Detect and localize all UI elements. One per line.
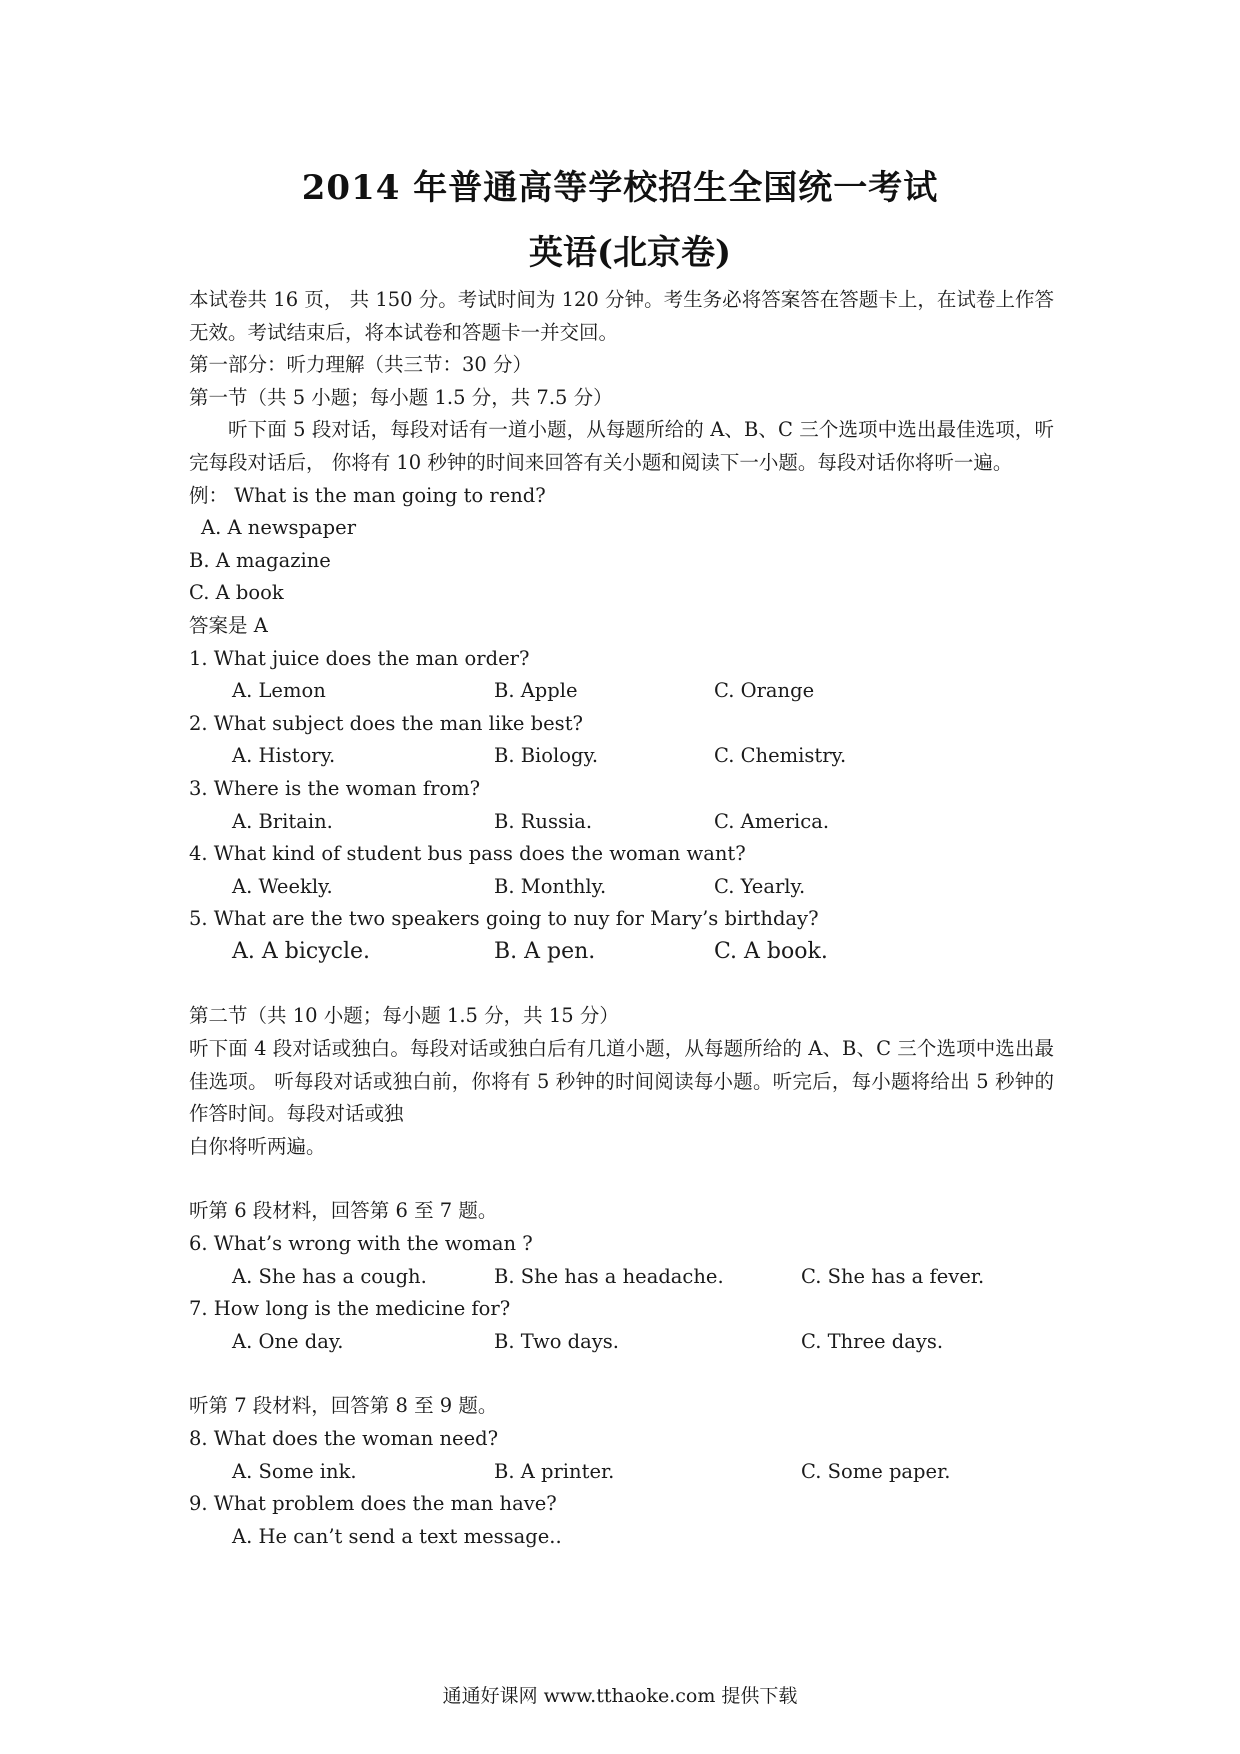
section1-instructions: 听下面 5 段对话，每段对话有一道小题，从每题所给的 A、B、C 三个选项中选出最佳选项，听完每段对话后， 你将有 10 秒钟的时间来回答有关小题和阅读下一小题。每段对话你将听一遍。: [189, 418, 1054, 474]
intro-paragraph: 本试卷共 16 页， 共 150 分。考试时间为 120 分钟。考生务必将答案答在答题卡上，在试卷上作答无效。考试结束后，将本试卷和答题卡一并交回。: [189, 288, 1054, 344]
option-a: A. One day.: [232, 1329, 344, 1353]
question-4-options: [189, 871, 1054, 904]
exam-title: 2014 年普通高等学校招生全国统一考试: [301, 168, 939, 208]
example-question: 例： What is the man going to rend?: [189, 483, 546, 507]
question-9-option-a: A. He can’t send a text message..: [232, 1524, 562, 1548]
option-c: C. Chemistry.: [714, 744, 847, 768]
option-a: A. Weekly.: [232, 874, 333, 898]
option-a: A. Britain.: [232, 809, 333, 833]
part1-heading: 第一部分：听力理解（共三节：30 分）: [189, 353, 533, 377]
section2-instructions-tail: 白你将听两遍。: [189, 1134, 326, 1158]
option-a: A. Some ink.: [232, 1459, 357, 1483]
option-b: B. Russia.: [494, 809, 593, 833]
group6-heading: 听第 6 段材料，回答第 6 至 7 题。: [189, 1199, 498, 1223]
question-7: 7. How long is the medicine for?: [189, 1297, 511, 1321]
option-c: C. America.: [714, 809, 830, 833]
section1-heading: 第一节（共 5 小题；每小题 1.5 分，共 7.5 分）: [189, 385, 613, 409]
option-b: B. A pen.: [494, 938, 596, 964]
exam-body: [189, 284, 1054, 1553]
question-8: 8. What does the woman need?: [189, 1427, 499, 1450]
option-b: B. Biology.: [494, 744, 599, 768]
group7-heading: 听第 7 段材料，回答第 8 至 9 题。: [189, 1394, 498, 1418]
option-c: C. Three days.: [801, 1329, 944, 1353]
download-footer: 通通好课网 www.tthaoke.com 提供下载: [442, 1685, 798, 1707]
question-2: 2. What subject does the man like best?: [189, 711, 583, 735]
question-3: 3. Where is the woman from?: [189, 776, 481, 800]
question-1: 1. What juice does the man order?: [189, 646, 530, 670]
option-a: A. She has a cough.: [232, 1264, 427, 1288]
option-b: B. She has a headache.: [494, 1264, 724, 1288]
option-a: A. A bicycle.: [232, 938, 370, 964]
option-c: C. Orange: [714, 679, 815, 703]
spacer: [189, 968, 1054, 1000]
option-b: B. Apple: [494, 679, 578, 703]
question-4: 4. What kind of student bus pass does the woman want?: [189, 842, 746, 866]
spacer: [189, 1163, 1054, 1195]
question-5-options: [189, 936, 1054, 969]
example-answer: 答案是 A: [189, 613, 268, 637]
question-6-options: [189, 1261, 1054, 1294]
example-option-a: A. A newspaper: [201, 516, 357, 540]
example-option-c: C. A book: [189, 581, 284, 605]
question-5: 5. What are the two speakers going to nuy for Mary’s birthday?: [189, 907, 819, 931]
question-8-options: [189, 1456, 1054, 1489]
option-c: C. A book.: [714, 938, 828, 964]
spacer: [189, 1358, 1054, 1390]
example-option-b: B. A magazine: [189, 548, 331, 572]
option-a: A. History.: [232, 744, 336, 768]
question-2-options: [189, 740, 1054, 773]
question-9: 9. What problem does the man have?: [189, 1492, 557, 1516]
section2-heading: 第二节（共 10 小题；每小题 1.5 分，共 15 分）: [189, 1004, 619, 1028]
question-1-options: [189, 675, 1054, 708]
section2-instructions: 听下面 4 段对话或独白。每段对话或独白后有几道小题，从每题所给的 A、B、C 三个选项中选出最佳选项。 听每段对话或独白前，你将有 5 秒钟的时间阅读每小题。听完后，每小题将给出 5 秒钟的作答时间。每段对话或独: [189, 1037, 1054, 1126]
question-3-options: [189, 806, 1054, 839]
option-c: C. Yearly.: [714, 874, 806, 898]
option-b: B. Monthly.: [494, 874, 607, 898]
question-7-options: [189, 1326, 1054, 1359]
question-6: 6. What’s wrong with the woman ?: [189, 1232, 533, 1256]
option-c: C. She has a fever.: [801, 1264, 985, 1288]
option-b: B. A printer.: [494, 1459, 615, 1483]
exam-subtitle: 英语(北京卷): [528, 233, 732, 273]
option-a: A. Lemon: [232, 679, 326, 703]
option-c: C. Some paper.: [801, 1459, 951, 1483]
option-b: B. Two days.: [494, 1329, 619, 1353]
